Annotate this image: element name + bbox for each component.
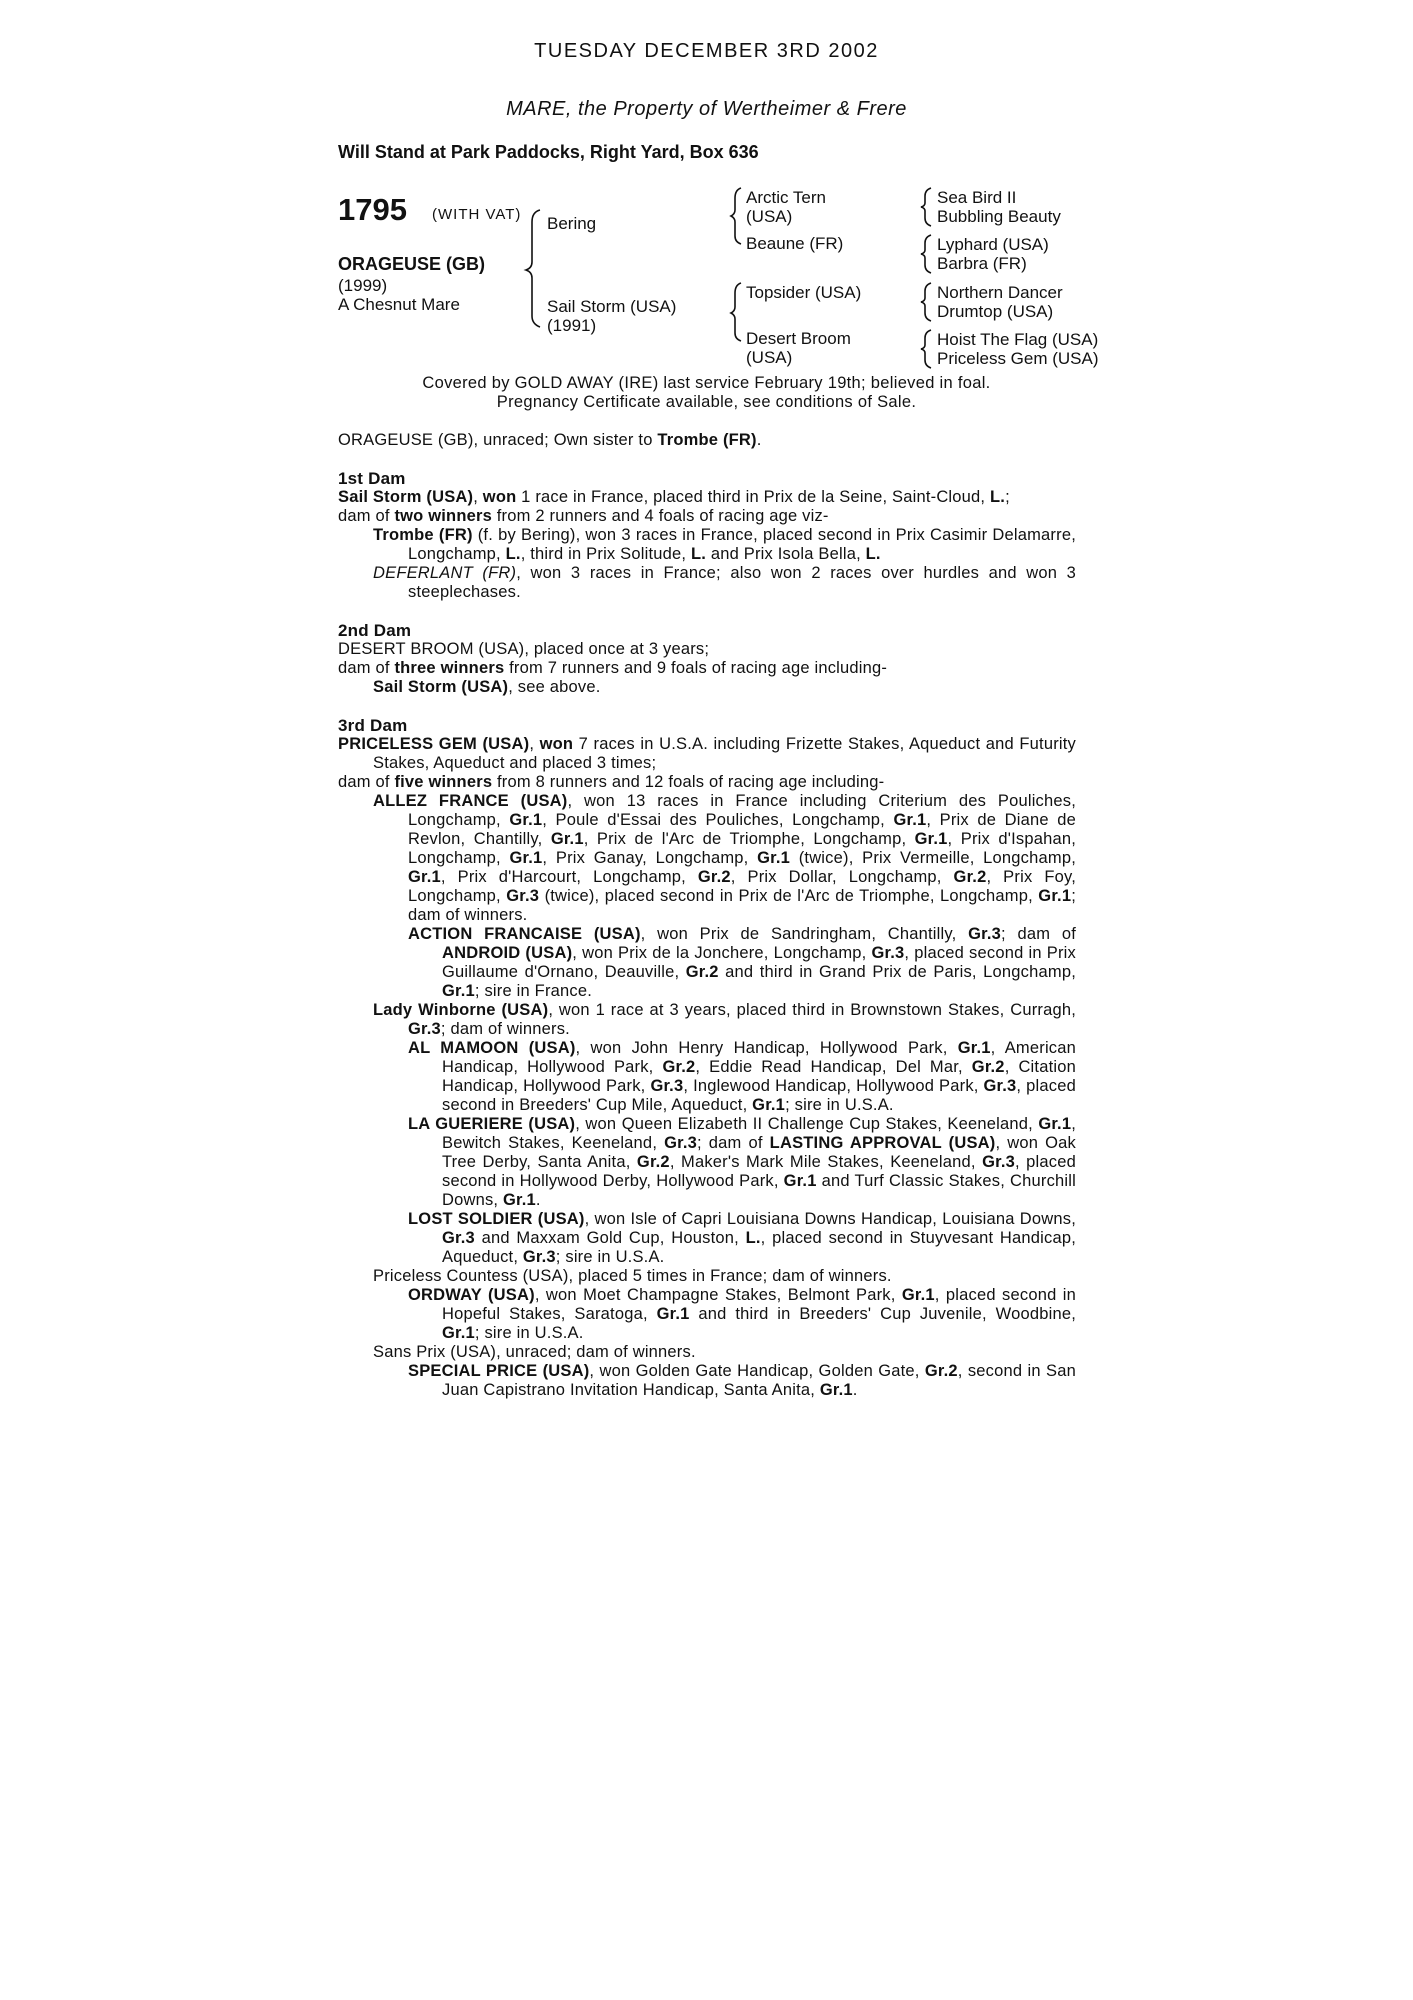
produce-priceless-countess: Priceless Countess (USA), placed 5 times in France; dam of winners. xyxy=(373,1267,892,1285)
pedigree-sire-dam: Beaune (FR) xyxy=(746,234,844,253)
produce-al-mamoon: AL MAMOON (USA), won John Henry Handicap, Hollywood Park, Gr.1, American Handicap, Hollywood Park, Gr.2, Eddie Read Handicap, Del Mar, Gr.2, Citation Handicap, Hollywood Park, Gr.3, Inglewood Handicap, Hollywood Park, Gr.3, placed second in Breeders' Cup Mile, Aqueduct, Gr.1; sire in U.S.A. xyxy=(408,1039,1077,1114)
pedigree-ddd: Priceless Gem (USA) xyxy=(937,349,1099,368)
pedigree-dam-sire: Topsider (USA) xyxy=(746,283,862,302)
first-dam-produce: dam of two winners from 2 runners and 4 foals of racing age viz- xyxy=(338,507,829,525)
lot-number: 1795 xyxy=(338,192,407,227)
pregnancy-note: Pregnancy Certificate available, see conditions of Sale. xyxy=(496,393,917,411)
pedigree-dds: Hoist The Flag (USA) xyxy=(937,330,1099,349)
stand-location: Will Stand at Park Paddocks, Right Yard, Box 636 xyxy=(338,142,759,162)
horse-description: A Chesnut Mare xyxy=(338,295,460,314)
pedigree-sire-sire-country: (USA) xyxy=(746,207,793,226)
produce-sans-prix: Sans Prix (USA), unraced; dam of winners. xyxy=(373,1343,696,1361)
pedigree-dss: Northern Dancer xyxy=(937,283,1063,302)
pedigree-dam-year: (1991) xyxy=(547,316,597,335)
third-dam-line: PRICELESS GEM (USA), won 7 races in U.S.A. including Frizette Stakes, Aqueduct and Futurity Stakes, Aqueduct and placed 3 times; xyxy=(338,735,1077,772)
produce-deferlant: DEFERLANT (FR), won 3 races in France; also won 2 races over hurdles and won 3 steeplechases. xyxy=(373,564,1077,601)
produce-allez-france: ALLEZ FRANCE (USA), won 13 races in France including Criterium des Pouliches, Longchamp, Gr.1, Poule d'Essai des Pouliches, Longchamp, Gr.1, Prix de Diane de Revlon, Chantilly, Gr.1, Prix de l'Arc de Triomphe, Longchamp, Gr.1, Prix d'Ispahan, Longchamp, Gr.1, Prix Ganay, Longchamp, Gr.1 (twice), Prix Vermeille, Longchamp, Gr.1, Prix d'Harcourt, Longchamp, Gr.2, Prix Dollar, Longchamp, Gr.2, Prix Foy, Longchamp, Gr.3 (twice), placed second in Prix de l'Arc de Triomphe, Longchamp, Gr.1; dam of winners. xyxy=(373,792,1077,924)
pedigree-sds: Lyphard (USA) xyxy=(937,235,1049,254)
horse-name: ORAGEUSE (GB) xyxy=(338,254,486,274)
pedigree-ssd: Bubbling Beauty xyxy=(937,207,1061,226)
produce-la-gueriere: LA GUERIERE (USA), won Queen Elizabeth II Challenge Cup Stakes, Keeneland, Gr.1, Bewitch Stakes, Keeneland, Gr.3; dam of LASTING APPROVAL (USA), won Oak Tree Derby, Santa Anita, Gr.2, Maker's Mark Mile Stakes, Keeneland, Gr.3, placed second in Hollywood Derby, Hollywood Park, Gr.1 and Turf Classic Stakes, Churchill Downs, Gr.1. xyxy=(408,1115,1077,1209)
covered-note: Covered by GOLD AWAY (IRE) last service February 19th; believed in foal. xyxy=(422,374,991,392)
produce-trombe: Trombe (FR) (f. by Bering), won 3 races in France, placed second in Prix Casimir Delamarre, Longchamp, L., third in Prix Solitude, L. and Prix Isola Bella, L. xyxy=(373,526,1076,563)
third-dam-produce: dam of five winners from 8 runners and 12 foals of racing age including- xyxy=(338,773,885,791)
horse-year: (1999) xyxy=(338,276,388,295)
produce-sail-storm: Sail Storm (USA), see above. xyxy=(373,678,601,696)
pedigree-sss: Sea Bird II xyxy=(937,188,1017,207)
property-line: MARE, the Property of Wertheimer & Frere xyxy=(506,98,907,120)
pedigree-sire-sire: Arctic Tern xyxy=(746,188,826,207)
first-dam-line: Sail Storm (USA), won 1 race in France, placed third in Prix de la Seine, Saint-Cloud, L.; xyxy=(338,488,1010,506)
pedigree-brackets xyxy=(0,0,1413,380)
second-dam-produce: dam of three winners from 7 runners and 9 foals of racing age including- xyxy=(338,659,888,677)
first-dam-heading: 1st Dam xyxy=(338,469,406,488)
produce-action-francaise: ACTION FRANCAISE (USA), won Prix de Sandringham, Chantilly, Gr.3; dam of ANDROID (USA), won Prix de la Jonchere, Longchamp, Gr.3, placed second in Prix Guillaume d'Ornano, Deauville, Gr.2 and third in Grand Prix de Paris, Longchamp, Gr.1; sire in France. xyxy=(408,925,1076,1000)
produce-lady-winborne: Lady Winborne (USA), won 1 race at 3 years, placed third in Brownstown Stakes, Curragh, Gr.3; dam of winners. xyxy=(373,1001,1077,1038)
produce-special-price: SPECIAL PRICE (USA), won Golden Gate Handicap, Golden Gate, Gr.2, second in San Juan Capistrano Invitation Handicap, Santa Anita, Gr.1. xyxy=(408,1362,1076,1399)
vat-note: (WITH VAT) xyxy=(432,206,522,223)
pedigree-sdd: Barbra (FR) xyxy=(937,254,1027,273)
intro-line: ORAGEUSE (GB), unraced; Own sister to Trombe (FR). xyxy=(338,431,762,449)
sale-date: TUESDAY DECEMBER 3RD 2002 xyxy=(534,40,879,62)
second-dam-line: DESERT BROOM (USA), placed once at 3 years; xyxy=(338,640,710,658)
third-dam-heading: 3rd Dam xyxy=(338,716,408,735)
produce-lost-soldier: LOST SOLDIER (USA), won Isle of Capri Louisiana Downs Handicap, Louisiana Downs, Gr.3 and Maxxam Gold Cup, Houston, L., placed second in Stuyvesant Handicap, Aqueduct, Gr.3; sire in U.S.A. xyxy=(408,1210,1077,1266)
pedigree-dam: Sail Storm (USA) xyxy=(547,297,677,316)
second-dam-heading: 2nd Dam xyxy=(338,621,412,640)
pedigree-dam-dam-country: (USA) xyxy=(746,348,793,367)
produce-ordway: ORDWAY (USA), won Moet Champagne Stakes, Belmont Park, Gr.1, placed second in Hopeful Stakes, Saratoga, Gr.1 and third in Breeders' Cup Juvenile, Woodbine, Gr.1; sire in U.S.A. xyxy=(408,1286,1077,1342)
pedigree-dsd: Drumtop (USA) xyxy=(937,302,1054,321)
pedigree-sire: Bering xyxy=(547,214,597,233)
catalogue-body xyxy=(338,431,1076,1400)
pedigree-dam-dam: Desert Broom xyxy=(746,329,851,348)
